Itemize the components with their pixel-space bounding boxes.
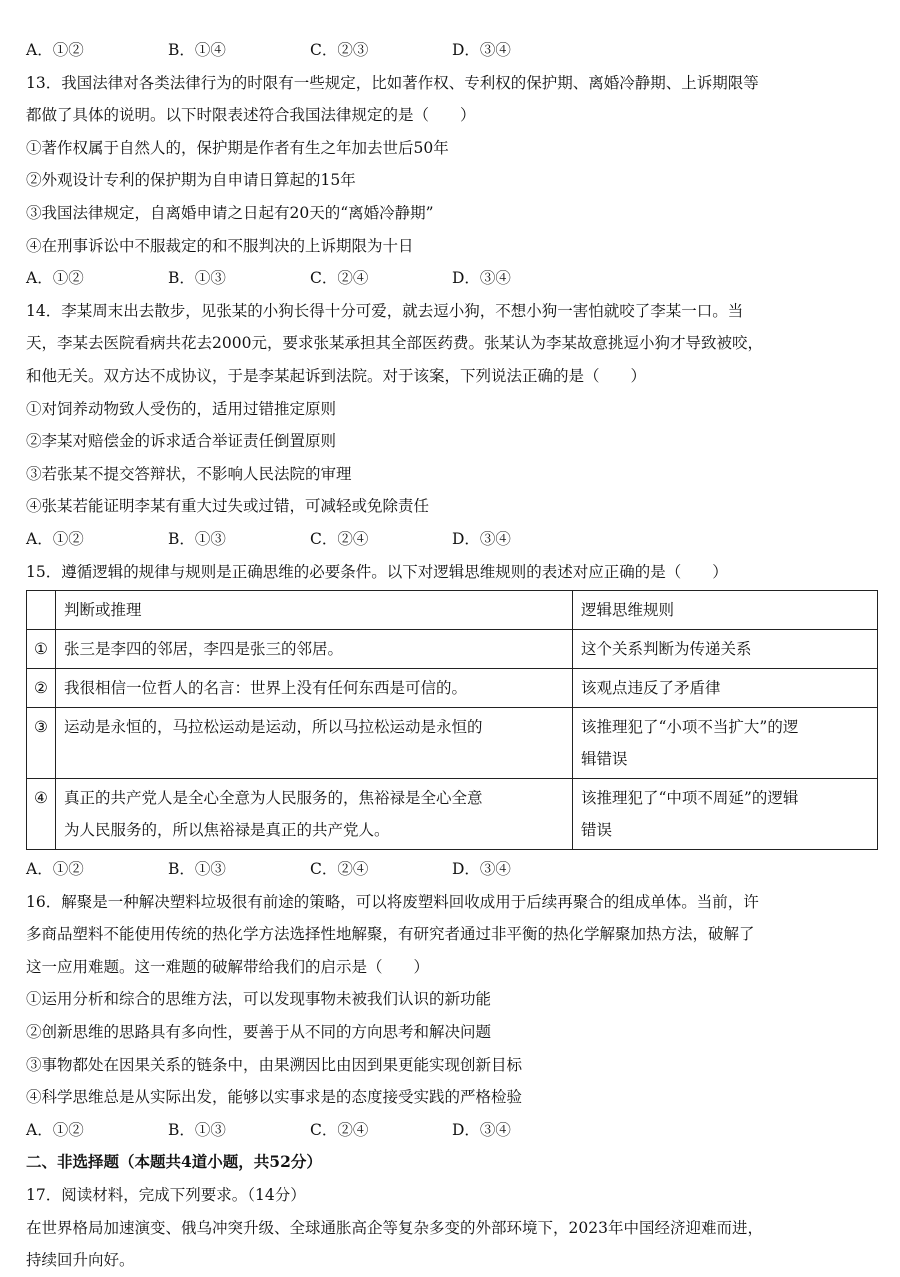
cell-text: 该观点违反了矛盾律 xyxy=(581,679,721,698)
judgment-cell xyxy=(56,779,573,850)
option-c: C．②④ xyxy=(310,1120,369,1139)
q16-item-4: ④科学思维总是从实际出发，能够以实事求是的态度接受实践的严格检验 xyxy=(26,1088,523,1107)
q14-item-1: ①对饲养动物致人受伤的，适用过错推定原则 xyxy=(26,399,337,418)
q14-item-2: ②李某对赔偿金的诉求适合举证责任倒置原则 xyxy=(26,432,337,451)
q13-stem-line2: 都做了具体的说明。以下时限表述符合我国法律规定的是（ ） xyxy=(26,106,476,125)
cell-text: 错误 xyxy=(581,821,613,840)
table-header-row xyxy=(27,591,878,630)
q12-options xyxy=(26,34,878,67)
table-row xyxy=(27,630,878,669)
cell-text: 该推理犯了“中项不周延”的逻辑 xyxy=(581,789,799,808)
q15-options xyxy=(26,853,878,886)
q17-material-line2: 持续回升向好。 xyxy=(26,1251,135,1270)
q15-stem: 15．遵循逻辑的规律与规则是正确思维的必要条件。以下对逻辑思维规则的表述对应正确的是（ ） xyxy=(26,562,728,581)
q16-item-3: ③事物都处在因果关系的链条中，由果溯因比由因到果更能实现创新目标 xyxy=(26,1055,523,1074)
option-c: C．②④ xyxy=(310,860,369,879)
option-d: D．③④ xyxy=(452,860,511,879)
option-d: D．③④ xyxy=(452,269,511,288)
row-number: ② xyxy=(27,669,56,708)
q16-stem-line3: 这一应用难题。这一难题的破解带给我们的启示是（ ） xyxy=(26,957,430,976)
option-a: A．①② xyxy=(26,269,84,288)
q16-item-1: ①运用分析和综合的思维方法，可以发现事物未被我们认识的新功能 xyxy=(26,990,492,1009)
option-b: B．①③ xyxy=(168,529,226,548)
header-cell-num xyxy=(27,591,56,630)
cell-text: 辑错误 xyxy=(581,750,628,769)
option-d: D．③④ xyxy=(452,1120,511,1139)
q14-stem-line3: 和他无关。双方达不成协议，于是李某起诉到法院。对于该案，下列说法正确的是（ ） xyxy=(26,366,647,385)
judgment-cell xyxy=(56,708,573,779)
q16-item-2: ②创新思维的思路具有多向性，要善于从不同的方向思考和解决问题 xyxy=(26,1023,492,1042)
q17-stem: 17．阅读材料，完成下列要求。（14分） xyxy=(26,1186,306,1205)
table-row xyxy=(27,779,878,850)
option-c: C．②④ xyxy=(310,529,369,548)
judgment-cell xyxy=(56,669,573,708)
row-number: ① xyxy=(27,630,56,669)
q17-material-line1: 在世界格局加速演变、俄乌冲突升级、全球通胀高企等复杂多变的外部环境下，2023年中国经济迎难而进， xyxy=(26,1218,763,1237)
q13-options xyxy=(26,262,878,295)
option-a: A．①② xyxy=(26,860,84,879)
table-row xyxy=(27,669,878,708)
cell-text: 运动是永恒的，马拉松运动是运动，所以马拉松运动是永恒的 xyxy=(64,718,483,737)
rule-cell xyxy=(573,708,878,779)
row-number: ③ xyxy=(27,708,56,779)
q16-stem-line2: 多商品塑料不能使用传统的热化学方法选择性地解聚，有研究者通过非平衡的热化学解聚加热方法，破解了 xyxy=(26,925,755,944)
option-b: B．①③ xyxy=(168,860,226,879)
q13-stem-line1: 13．我国法律对各类法律行为的时限有一些规定，比如著作权、专利权的保护期、离婚冷静期、上诉期限等 xyxy=(26,73,759,92)
option-c: C．②③ xyxy=(310,41,369,59)
q13-item-1: ①著作权属于自然人的，保护期是作者有生之年加去世后50年 xyxy=(26,138,449,157)
q14-options xyxy=(26,523,878,556)
cell-text: 张三是李四的邻居，李四是张三的邻居。 xyxy=(64,640,344,659)
option-d: D．③④ xyxy=(452,529,511,548)
logic-rules-table xyxy=(26,590,878,850)
option-b: B．①③ xyxy=(168,269,226,288)
table-row xyxy=(27,708,878,779)
rule-cell xyxy=(573,630,878,669)
cell-text: 真正的共产党人是全心全意为人民服务的，焦裕禄是全心全意 xyxy=(64,789,483,808)
cell-text: 这个关系判断为传递关系 xyxy=(581,640,752,659)
option-b: B．①③ xyxy=(168,1120,226,1139)
option-c: C．②④ xyxy=(310,269,369,288)
q16-options xyxy=(26,1114,878,1147)
row-number: ④ xyxy=(27,779,56,850)
q13-item-2: ②外观设计专利的保护期为自申请日算起的15年 xyxy=(26,171,356,190)
option-a: A．①② xyxy=(26,1120,84,1139)
cell-text: 为人民服务的，所以焦裕禄是真正的共产党人。 xyxy=(64,821,390,840)
q14-item-4: ④张某若能证明李某有重大过失或过错，可减轻或免除责任 xyxy=(26,497,430,516)
header-cell-judgment: 判断或推理 xyxy=(56,591,573,630)
q13-item-4: ④在刑事诉讼中不服裁定的和不服判决的上诉期限为十日 xyxy=(26,236,414,255)
q16-stem-line1: 16．解聚是一种解决塑料垃圾很有前途的策略，可以将废塑料回收成用于后续再聚合的组成单体。当前，许 xyxy=(26,892,759,911)
option-a: A．①② xyxy=(26,41,84,59)
cell-text: 该推理犯了“小项不当扩大”的逻 xyxy=(581,718,799,737)
option-b: B．①④ xyxy=(168,41,226,59)
header-cell-rule: 逻辑思维规则 xyxy=(573,591,878,630)
q14-stem-line2: 天，李某去医院看病共花去2000元，要求张某承担其全部医药费。张某认为李某故意挑逗小狗才导致被咬， xyxy=(26,334,763,353)
option-a: A．①② xyxy=(26,529,84,548)
section-title: 二、非选择题（本题共4道小题，共52分） xyxy=(26,1152,322,1172)
judgment-cell xyxy=(56,630,573,669)
q14-stem-line1: 14．李某周末出去散步，见张某的小狗长得十分可爱，就去逗小狗，不想小狗一害怕就咬了李某一口。当 xyxy=(26,301,744,320)
cell-text: 我很相信一位哲人的名言：世界上没有任何东西是可信的。 xyxy=(64,679,468,698)
option-d: D．③④ xyxy=(452,41,511,59)
q14-item-3: ③若张某不提交答辩状，不影响人民法院的审理 xyxy=(26,464,352,483)
exam-page xyxy=(26,34,878,1277)
q13-item-3: ③我国法律规定，自离婚申请之日起有20天的“离婚冷静期” xyxy=(26,203,434,222)
rule-cell xyxy=(573,669,878,708)
rule-cell xyxy=(573,779,878,850)
